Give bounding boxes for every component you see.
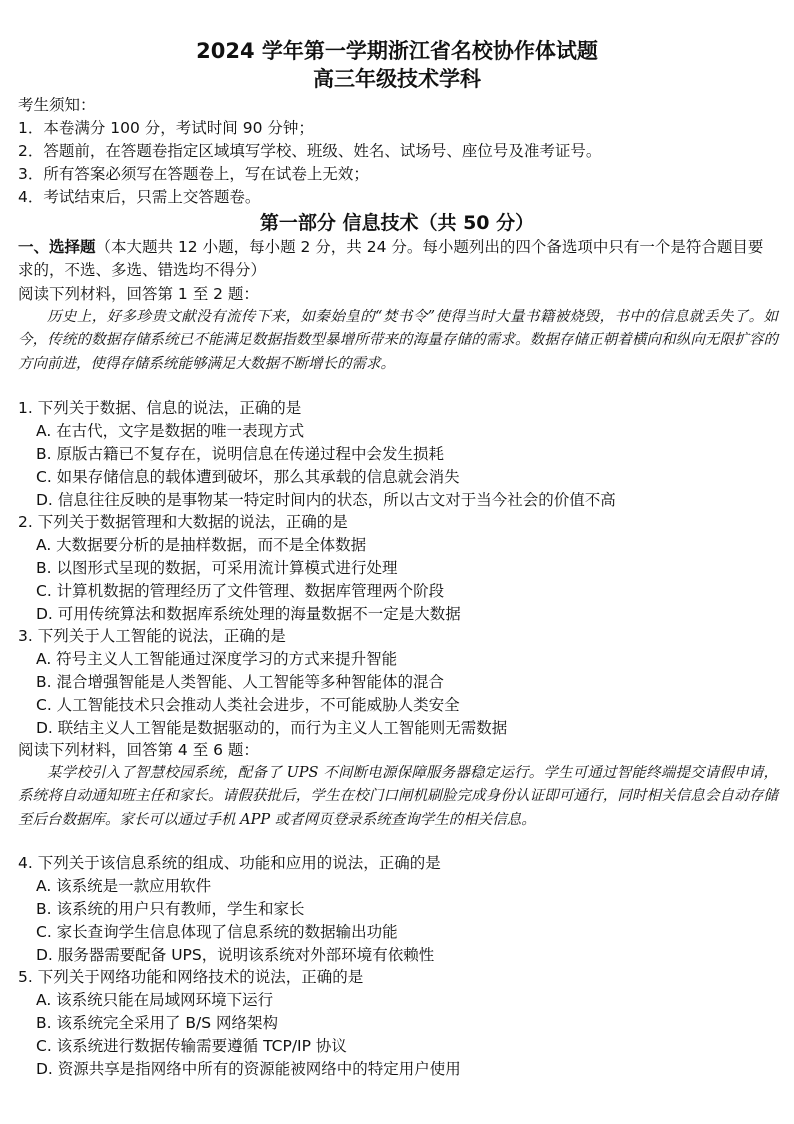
part-label: 一、选择题 bbox=[18, 238, 96, 256]
option-d: D. 服务器需要配备 UPS，说明该系统对外部环境有依赖性 bbox=[36, 946, 435, 964]
material-prompt: 阅读下列材料，回答第 4 至 6 题： bbox=[18, 741, 259, 759]
option-a: A. 符号主义人工智能通过深度学习的方式来提升智能 bbox=[36, 650, 398, 668]
option-c: C. 如果存储信息的载体遭到破坏，那么其承载的信息就会消失 bbox=[36, 468, 460, 486]
part-description: （本大题共 12 小题，每小题 2 分，共 24 分。每小题列出的四个备选项中只有一个是符合题目要求的，不选、多选、错选均不得分） bbox=[18, 238, 764, 279]
option-b: B. 以图形式呈现的数据，可采用流计算模式进行处理 bbox=[36, 559, 398, 577]
option-d: D. 可用传统算法和数据库系统处理的海量数据不一定是大数据 bbox=[36, 605, 461, 623]
option-a: A. 该系统只能在局域网环境下运行 bbox=[36, 991, 274, 1009]
option-b: B. 该系统的用户只有教师，学生和家长 bbox=[36, 900, 305, 918]
notice-item: 4．考试结束后，只需上交答题卷。 bbox=[18, 188, 261, 206]
option-b: B. 混合增强智能是人类智能、人工智能等多种智能体的混合 bbox=[36, 673, 444, 691]
notice-item: 1．本卷满分 100 分，考试时间 90 分钟； bbox=[18, 119, 314, 137]
reading-material: 历史上，好多珍贵文献没有流传下来，如秦始皇的“焚书令”使得当时大量书籍被烧毁，书中的信息就丢失了。如今，传统的数据存储系统已不能满足数据指数型暴增所带来的海量存储的需求。数据存储正朝着横向和纵向无限扩容的方向前进，使得存储系统能够满足大数据不断增长的需求。 bbox=[18, 309, 778, 372]
option-a: A. 该系统是一款应用软件 bbox=[36, 877, 212, 895]
exam-subtitle: 高三年级技术学科 bbox=[313, 67, 481, 91]
option-c: C. 家长查询学生信息体现了信息系统的数据输出功能 bbox=[36, 923, 398, 941]
option-a: A. 在古代，文字是数据的唯一表现方式 bbox=[36, 422, 305, 440]
question-stem: 3. 下列关于人工智能的说法，正确的是 bbox=[18, 627, 286, 645]
part-instructions bbox=[18, 236, 778, 281]
option-d: D. 信息往往反映的是事物某一特定时间内的状态，所以古文对于当今社会的价值不高 bbox=[36, 491, 616, 509]
option-d: D. 资源共享是指网络中所有的资源能被网络中的特定用户使用 bbox=[36, 1060, 461, 1078]
option-b: B. 原版古籍已不复存在，说明信息在传递过程中会发生损耗 bbox=[36, 445, 444, 463]
notice-item: 2．答题前，在答题卷指定区域填写学校、班级、姓名、试场号、座位号及准考证号。 bbox=[18, 142, 602, 160]
option-c: C. 该系统进行数据传输需要遵循 TCP/IP 协议 bbox=[36, 1037, 347, 1055]
option-b: B. 该系统完全采用了 B/S 网络架构 bbox=[36, 1014, 279, 1032]
option-a: A. 大数据要分析的是抽样数据，而不是全体数据 bbox=[36, 536, 367, 554]
question-stem: 2. 下列关于数据管理和大数据的说法，正确的是 bbox=[18, 513, 348, 531]
section-title: 第一部分 信息技术（共 50 分） bbox=[259, 212, 535, 234]
option-c: C. 计算机数据的管理经历了文件管理、数据库管理两个阶段 bbox=[36, 582, 445, 600]
material-prompt: 阅读下列材料，回答第 1 至 2 题： bbox=[18, 285, 259, 303]
exam-title: 2024 学年第一学期浙江省名校协作体试题 bbox=[196, 39, 598, 63]
question-stem: 1. 下列关于数据、信息的说法，正确的是 bbox=[18, 399, 302, 417]
question-stem: 5. 下列关于网络功能和网络技术的说法，正确的是 bbox=[18, 968, 364, 986]
notice-heading: 考生须知： bbox=[18, 96, 96, 114]
notice-item: 3．所有答案必须写在答题卷上，写在试卷上无效； bbox=[18, 165, 369, 183]
question-stem: 4. 下列关于该信息系统的组成、功能和应用的说法，正确的是 bbox=[18, 854, 441, 872]
option-d: D. 联结主义人工智能是数据驱动的，而行为主义人工智能则无需数据 bbox=[36, 719, 508, 737]
reading-material: 某学校引入了智慧校园系统，配备了 UPS 不间断电源保障服务器稳定运行。学生可通过智能终端提交请假申请，系统将自动通知班主任和家长。请假获批后，学生在校门口闸机刷脸完成身份认证即可通行，同时相关信息会自动存储至后台数据库。家长可以通过手机 APP 或者网页登录系统查询学生的相关信息。 bbox=[18, 765, 778, 828]
option-c: C. 人工智能技术只会推动人类社会进步，不可能威胁人类安全 bbox=[36, 696, 460, 714]
